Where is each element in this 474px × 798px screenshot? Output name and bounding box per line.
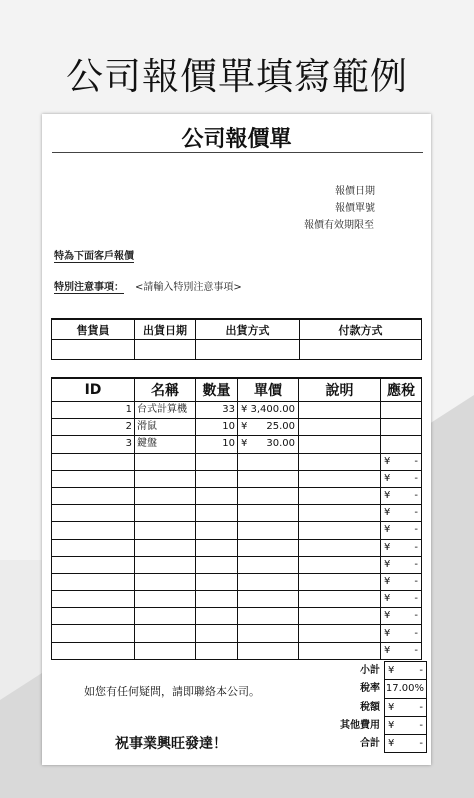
item-desc[interactable] [299, 453, 381, 470]
currency-symbol: ¥ [384, 593, 391, 605]
tax-rate-label: 稅率 [360, 683, 380, 695]
shipping-header-date: 出貨日期 [135, 319, 196, 340]
item-name[interactable]: 滑鼠 [135, 419, 196, 436]
currency-symbol: ¥ [241, 438, 248, 450]
item-taxable[interactable] [381, 470, 422, 487]
table-row [52, 573, 422, 590]
currency-symbol: ¥ [384, 490, 391, 502]
tax-amount: - [419, 701, 423, 713]
table-row [52, 453, 422, 470]
item-qty[interactable] [196, 591, 238, 608]
currency-symbol: ¥ [241, 404, 248, 416]
item-qty[interactable] [196, 625, 238, 642]
item-id[interactable] [52, 591, 135, 608]
item-desc[interactable] [299, 591, 381, 608]
item-desc[interactable] [299, 505, 381, 522]
contact-note: 如您有任何疑問，請即聯絡本公司。 [84, 685, 260, 698]
item-taxable[interactable] [381, 625, 422, 642]
item-taxable[interactable] [381, 487, 422, 504]
item-id[interactable]: 1 [52, 402, 135, 419]
subtotal-amount: - [419, 665, 423, 677]
item-taxable[interactable] [381, 453, 422, 470]
item-id[interactable] [52, 556, 135, 573]
table-row [52, 470, 422, 487]
currency-symbol: ¥ [241, 421, 248, 433]
currency-symbol: ¥ [384, 455, 391, 467]
item-id[interactable] [52, 608, 135, 625]
customer-label: 特為下面客戶報價 [54, 247, 134, 263]
item-name[interactable] [135, 573, 196, 590]
items-header-name: 名稱 [135, 378, 196, 402]
shipping-payment-cell[interactable] [300, 340, 422, 360]
notes-label: 特別注意事項： [54, 278, 124, 294]
table-row [52, 419, 422, 436]
sheet-title: 公司報價單 [181, 127, 292, 152]
taxable-amount: - [414, 490, 418, 502]
taxable-amount: - [414, 558, 418, 570]
currency-symbol: ¥ [384, 627, 391, 639]
item-taxable[interactable] [381, 608, 422, 625]
item-name[interactable] [135, 642, 196, 659]
item-desc[interactable] [299, 625, 381, 642]
item-name[interactable] [135, 556, 196, 573]
table-row [52, 402, 422, 419]
items-header-desc: 說明 [299, 378, 381, 402]
item-desc[interactable] [299, 573, 381, 590]
other-fees-label: 其他費用 [340, 720, 380, 732]
table-row [52, 436, 422, 453]
taxable-amount: - [414, 610, 418, 622]
tax-label: 稅額 [360, 701, 380, 713]
taxable-amount: - [414, 524, 418, 536]
item-id[interactable] [52, 573, 135, 590]
currency-symbol: ¥ [384, 541, 391, 553]
item-name[interactable] [135, 505, 196, 522]
item-qty[interactable] [196, 470, 238, 487]
item-taxable[interactable] [381, 436, 422, 453]
item-id[interactable] [52, 453, 135, 470]
blessing-text: 祝事業興旺發達！ [115, 736, 227, 752]
other-fees-amount: - [419, 720, 423, 732]
item-price[interactable] [238, 436, 299, 453]
item-taxable[interactable] [381, 505, 422, 522]
currency-symbol: ¥ [384, 472, 391, 484]
table-row [52, 487, 422, 504]
item-price[interactable] [238, 419, 299, 436]
item-name[interactable] [135, 487, 196, 504]
item-price[interactable] [238, 556, 299, 573]
item-desc[interactable] [299, 419, 381, 436]
item-qty[interactable] [196, 642, 238, 659]
taxable-amount: - [414, 541, 418, 553]
item-price-value: 30.00 [266, 438, 295, 450]
item-name[interactable]: 台式計算機 [135, 402, 196, 419]
shipping-header-payment: 付款方式 [300, 319, 422, 340]
table-row [52, 522, 422, 539]
currency-symbol: ¥ [388, 738, 395, 750]
quote-date-label: 報價日期 [335, 186, 375, 197]
total-value [385, 735, 427, 753]
item-price[interactable] [238, 470, 299, 487]
tax-value [385, 698, 427, 716]
shipping-table [51, 318, 422, 360]
shipping-header-salesperson: 售貨員 [52, 319, 135, 340]
item-name[interactable] [135, 608, 196, 625]
table-row [52, 539, 422, 556]
item-id[interactable] [52, 505, 135, 522]
currency-symbol: ¥ [384, 575, 391, 587]
item-desc[interactable] [299, 487, 381, 504]
shipping-header-method: 出貨方式 [196, 319, 300, 340]
currency-symbol: ¥ [384, 507, 391, 519]
taxable-amount: - [414, 507, 418, 519]
item-id[interactable]: 2 [52, 419, 135, 436]
currency-symbol: ¥ [384, 644, 391, 656]
item-taxable[interactable] [381, 402, 422, 419]
currency-symbol: ¥ [384, 524, 391, 536]
items-header-taxable: 應稅 [381, 378, 422, 402]
item-taxable[interactable] [381, 556, 422, 573]
notes-value[interactable]: <請輸入特別注意事項> [135, 282, 242, 293]
summary-table [340, 661, 427, 753]
currency-symbol: ¥ [388, 720, 395, 732]
item-taxable[interactable] [381, 642, 422, 659]
item-id[interactable] [52, 522, 135, 539]
item-price[interactable] [238, 591, 299, 608]
item-taxable[interactable] [381, 539, 422, 556]
item-id[interactable] [52, 625, 135, 642]
item-desc[interactable] [299, 642, 381, 659]
item-price[interactable] [238, 642, 299, 659]
item-qty[interactable]: 33 [196, 402, 238, 419]
item-price-value: 25.00 [266, 421, 295, 433]
item-id[interactable] [52, 642, 135, 659]
item-desc[interactable] [299, 556, 381, 573]
table-row [52, 642, 422, 659]
item-price[interactable] [238, 505, 299, 522]
item-name[interactable] [135, 625, 196, 642]
item-taxable[interactable] [381, 522, 422, 539]
subtotal-value [385, 662, 427, 680]
total-amount: - [419, 738, 423, 750]
item-name[interactable] [135, 470, 196, 487]
item-qty[interactable]: 10 [196, 419, 238, 436]
currency-symbol: ¥ [384, 610, 391, 622]
quote-number-label: 報價單號 [335, 203, 375, 214]
table-row [52, 556, 422, 573]
taxable-amount: - [414, 472, 418, 484]
quote-valid-label: 報價有效期限至 [304, 220, 374, 231]
item-desc[interactable] [299, 470, 381, 487]
banner-title: 公司報價單填寫範例 [66, 55, 408, 98]
item-price[interactable] [238, 487, 299, 504]
item-name[interactable] [135, 591, 196, 608]
item-price[interactable] [238, 453, 299, 470]
taxable-amount: - [414, 455, 418, 467]
currency-symbol: ¥ [388, 665, 395, 677]
item-name[interactable] [135, 522, 196, 539]
item-taxable[interactable] [381, 419, 422, 436]
items-header-qty: 數量 [196, 378, 238, 402]
table-row [52, 591, 422, 608]
item-price[interactable] [238, 402, 299, 419]
other-fees-value[interactable] [385, 716, 427, 734]
item-taxable[interactable] [381, 591, 422, 608]
tax-rate-value[interactable]: 17.00% [385, 680, 427, 698]
item-id[interactable] [52, 470, 135, 487]
item-name[interactable]: 鍵盤 [135, 436, 196, 453]
items-table [51, 377, 422, 660]
item-qty[interactable] [196, 608, 238, 625]
item-name[interactable] [135, 453, 196, 470]
currency-symbol: ¥ [388, 701, 395, 713]
item-id[interactable] [52, 487, 135, 504]
title-divider [52, 152, 423, 153]
item-price[interactable] [238, 522, 299, 539]
item-id[interactable] [52, 539, 135, 556]
shipping-salesperson-cell[interactable] [52, 340, 135, 360]
item-id[interactable]: 3 [52, 436, 135, 453]
item-price[interactable] [238, 539, 299, 556]
item-qty[interactable] [196, 505, 238, 522]
shipping-method-cell[interactable] [196, 340, 300, 360]
item-qty[interactable] [196, 573, 238, 590]
total-label: 合計 [360, 738, 380, 750]
item-qty[interactable] [196, 522, 238, 539]
item-price[interactable] [238, 608, 299, 625]
currency-symbol: ¥ [384, 558, 391, 570]
taxable-amount: - [414, 627, 418, 639]
subtotal-label: 小計 [360, 665, 380, 677]
item-qty[interactable] [196, 453, 238, 470]
item-desc[interactable] [299, 539, 381, 556]
taxable-amount: - [414, 644, 418, 656]
shipping-date-cell[interactable] [135, 340, 196, 360]
table-row [52, 625, 422, 642]
item-qty[interactable] [196, 556, 238, 573]
item-qty[interactable] [196, 539, 238, 556]
item-desc[interactable] [299, 522, 381, 539]
item-price[interactable] [238, 573, 299, 590]
item-qty[interactable] [196, 487, 238, 504]
item-qty[interactable]: 10 [196, 436, 238, 453]
item-taxable[interactable] [381, 573, 422, 590]
item-price-value: 3,400.00 [250, 404, 295, 416]
table-row [52, 505, 422, 522]
items-header-price: 單價 [238, 378, 299, 402]
item-desc[interactable] [299, 608, 381, 625]
taxable-amount: - [414, 575, 418, 587]
items-header-id: ID [52, 378, 135, 402]
item-desc[interactable] [299, 402, 381, 419]
item-name[interactable] [135, 539, 196, 556]
table-row [52, 608, 422, 625]
item-price[interactable] [238, 625, 299, 642]
taxable-amount: - [414, 593, 418, 605]
item-desc[interactable] [299, 436, 381, 453]
